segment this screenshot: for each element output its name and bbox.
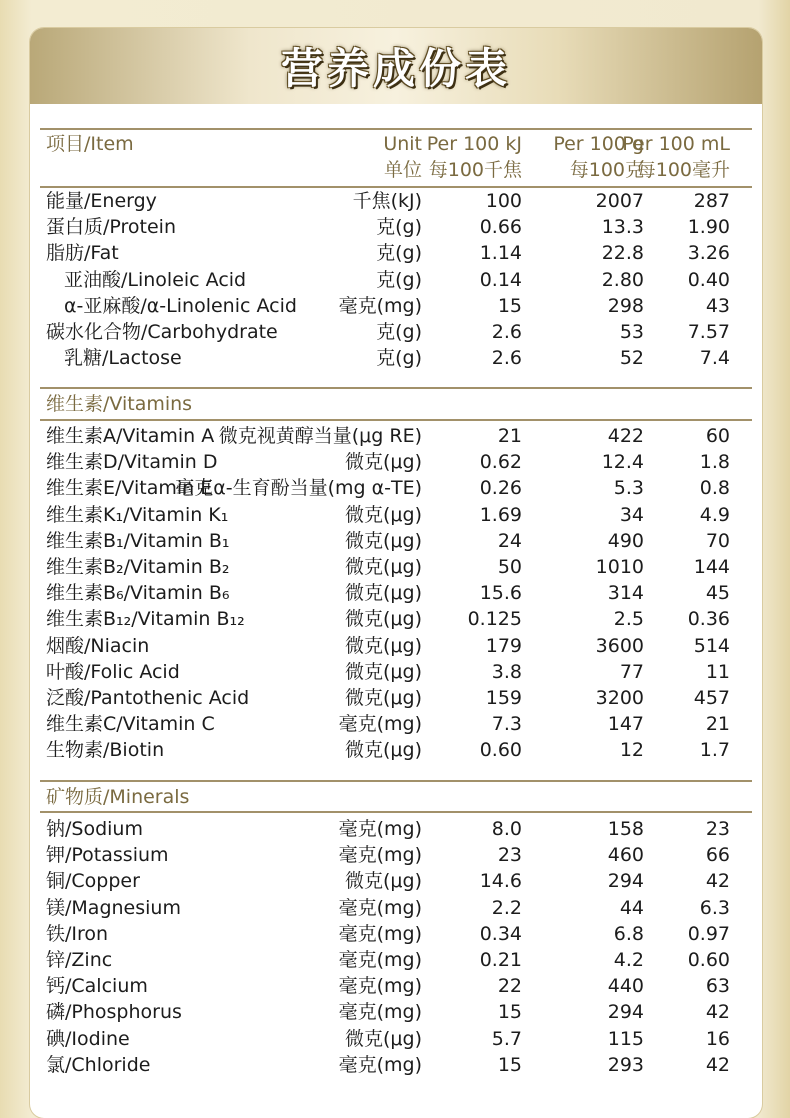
nutrient-name: 亚油酸/Linoleic Acid (64, 268, 247, 291)
value-per-100kj: 5.7 (491, 1027, 522, 1050)
value-per-100g: 294 (607, 1001, 644, 1024)
value-per-100kj: 0.21 (479, 949, 522, 971)
nutrient-name: 泛酸/Pantothenic Acid (46, 687, 250, 709)
table-row (30, 659, 762, 685)
nutrient-unit: 克(g) (376, 321, 422, 343)
nutrient-unit: 千焦(kJ) (352, 190, 422, 212)
value-per-100kj: 23 (497, 844, 522, 867)
table-row (30, 633, 762, 659)
nutrient-name: 维生素B₂/Vitamin B₂ (46, 556, 230, 578)
value-per-100kj: 1.14 (479, 242, 522, 265)
header-ml-cn: 每100毫升 (636, 159, 730, 181)
value-per-100g: 53 (619, 321, 644, 343)
nutrient-unit: 微克(μg) (345, 582, 422, 605)
table-row (30, 999, 762, 1025)
header-unit-en: Unit (383, 133, 422, 155)
divider (40, 387, 752, 389)
header-kj-cn: 每100千焦 (428, 159, 522, 181)
nutrient-name: 烟酸/Niacin (46, 634, 150, 657)
table-row (30, 973, 762, 999)
value-per-100kj: 0.66 (479, 216, 522, 239)
value-per-100ml: 0.97 (687, 922, 730, 945)
nutrient-unit: 毫克(mg) (338, 844, 422, 867)
table-row (30, 188, 762, 214)
value-per-100g: 12 (619, 739, 644, 762)
nutrient-unit: 毫克(mg) (338, 294, 422, 317)
table-row (30, 240, 762, 266)
divider (40, 780, 752, 782)
value-per-100ml: 144 (693, 556, 730, 578)
value-per-100kj: 179 (485, 634, 522, 657)
value-per-100ml: 23 (705, 818, 730, 840)
value-per-100g: 3200 (595, 687, 644, 709)
value-per-100g: 294 (607, 870, 644, 893)
value-per-100kj: 22 (497, 975, 522, 998)
nutrient-name: 锌/Zinc (46, 949, 113, 971)
table-row (30, 528, 762, 554)
value-per-100g: 1010 (595, 556, 644, 578)
value-per-100g: 293 (607, 1053, 644, 1076)
table-row (30, 842, 762, 868)
value-per-100ml: 60 (705, 425, 730, 447)
value-per-100kj: 0.125 (467, 608, 522, 631)
nutrient-unit: 微克(μg) (345, 634, 422, 657)
value-per-100g: 115 (607, 1027, 644, 1050)
nutrient-unit: 微克(μg) (345, 608, 422, 631)
value-per-100g: 52 (619, 347, 644, 370)
nutrient-name: 叶酸/Folic Acid (46, 660, 180, 683)
value-per-100ml: 42 (705, 870, 730, 893)
table-row (30, 711, 762, 737)
nutrient-unit: 毫克(mg) (338, 896, 422, 919)
value-per-100g: 314 (607, 582, 644, 605)
table-row (30, 502, 762, 528)
value-per-100ml: 3.26 (687, 242, 730, 265)
table-row (30, 423, 762, 449)
value-per-100ml: 4.9 (699, 503, 730, 526)
value-per-100ml: 70 (705, 529, 730, 552)
value-per-100g: 4.2 (613, 949, 644, 971)
nutrient-unit: 微克视黄醇当量(μg RE) (218, 425, 422, 447)
nutrient-name: 维生素B₁₂/Vitamin B₁₂ (46, 608, 245, 631)
value-per-100kj: 21 (497, 425, 522, 447)
value-per-100kj: 0.14 (479, 268, 522, 291)
nutrient-name: 磷/Phosphorus (46, 1001, 182, 1024)
nutrient-unit: 毫克(mg) (338, 922, 422, 945)
value-per-100kj: 100 (485, 190, 522, 212)
nutrient-unit: 微克(μg) (345, 660, 422, 683)
table-row (30, 554, 762, 580)
nutrient-unit: 微克(μg) (345, 503, 422, 526)
value-per-100ml: 7.57 (687, 321, 730, 343)
table-row (30, 921, 762, 947)
nutrient-name: 铁/Iron (46, 922, 109, 945)
nutrient-unit: 毫克(mg) (338, 1053, 422, 1076)
nutrient-name: 碳水化合物/Carbohydrate (46, 321, 278, 343)
nutrient-unit: 微克(μg) (345, 870, 422, 893)
nutrient-unit: 克(g) (376, 242, 422, 265)
table-row (30, 1052, 762, 1078)
nutrient-name: 维生素A/Vitamin A (46, 425, 215, 447)
nutrition-panel (30, 28, 762, 1118)
value-per-100g: 158 (607, 818, 644, 840)
value-per-100ml: 42 (705, 1053, 730, 1076)
value-per-100ml: 514 (693, 634, 730, 657)
nutrient-unit: 毫克(mg) (338, 975, 422, 998)
value-per-100g: 13.3 (601, 216, 644, 239)
value-per-100ml: 0.8 (699, 477, 730, 500)
value-per-100g: 5.3 (613, 477, 644, 500)
value-per-100ml: 0.36 (687, 608, 730, 631)
value-per-100g: 2.80 (601, 268, 644, 291)
value-per-100kj: 50 (497, 556, 522, 578)
value-per-100ml: 6.3 (699, 896, 730, 919)
nutrient-unit: 毫克(mg) (338, 949, 422, 971)
value-per-100ml: 287 (693, 190, 730, 212)
value-per-100ml: 457 (693, 687, 730, 709)
nutrient-unit: 微克(μg) (345, 687, 422, 709)
table-row (30, 449, 762, 475)
header-unit-cn: 单位 (383, 159, 422, 181)
value-per-100ml: 21 (705, 713, 730, 736)
section-vitamins: 维生素/Vitamins (46, 393, 193, 415)
value-per-100ml: 1.7 (699, 739, 730, 762)
nutrient-unit: 毫克(mg) (338, 713, 422, 736)
value-per-100g: 2007 (595, 190, 644, 212)
value-per-100kj: 8.0 (491, 818, 522, 840)
nutrient-name: 维生素B₁/Vitamin B₁ (46, 529, 230, 552)
value-per-100kj: 14.6 (479, 870, 522, 893)
table-row (30, 737, 762, 763)
nutrient-name: 维生素B₆/Vitamin B₆ (46, 582, 230, 605)
value-per-100ml: 45 (705, 582, 730, 605)
nutrient-name: 氯/Chloride (46, 1053, 151, 1076)
nutrient-name: 能量/Energy (46, 190, 157, 212)
value-per-100kj: 159 (485, 687, 522, 709)
nutrient-name: 维生素D/Vitamin D (46, 451, 218, 474)
nutrient-name: 钠/Sodium (46, 818, 143, 840)
value-per-100kj: 0.62 (479, 451, 522, 474)
nutrient-name: 镁/Magnesium (46, 896, 181, 919)
value-per-100g: 34 (619, 503, 644, 526)
nutrient-name: 生物素/Biotin (46, 739, 165, 762)
divider (40, 811, 752, 813)
value-per-100g: 460 (607, 844, 644, 867)
header-g-en: Per 100 g (553, 133, 644, 155)
table-row (30, 267, 762, 293)
title-banner (30, 28, 762, 104)
value-per-100ml: 16 (705, 1027, 730, 1050)
nutrient-name: 钙/Calcium (46, 975, 148, 998)
value-per-100g: 2.5 (613, 608, 644, 631)
nutrient-unit: 毫克(mg) (338, 1001, 422, 1024)
nutrient-unit: 微克(μg) (345, 1027, 422, 1050)
value-per-100g: 3600 (595, 634, 644, 657)
value-per-100kj: 0.34 (479, 922, 522, 945)
value-per-100kj: 0.26 (479, 477, 522, 500)
table-row (30, 1026, 762, 1052)
value-per-100g: 147 (607, 713, 644, 736)
nutrient-unit: 克(g) (376, 347, 422, 370)
value-per-100kj: 2.2 (491, 896, 522, 919)
table-row (30, 475, 762, 501)
nutrient-unit: 微克(μg) (345, 556, 422, 578)
value-per-100kj: 2.6 (491, 321, 522, 343)
table-row (30, 685, 762, 711)
nutrient-name: α-亚麻酸/α-Linolenic Acid (64, 294, 297, 317)
nutrient-name: 乳糖/Lactose (64, 347, 182, 370)
nutrient-name: 铜/Copper (46, 870, 140, 893)
value-per-100kj: 7.3 (491, 713, 522, 736)
header-g-cn: 每100克 (569, 159, 644, 181)
nutrient-unit: 克(g) (376, 216, 422, 239)
table-row (30, 895, 762, 921)
nutrient-name: 维生素K₁/Vitamin K₁ (46, 503, 229, 526)
value-per-100ml: 66 (705, 844, 730, 867)
value-per-100kj: 24 (497, 529, 522, 552)
value-per-100g: 12.4 (601, 451, 644, 474)
header-ml-en: Per 100 mL (622, 133, 730, 155)
value-per-100g: 77 (619, 660, 644, 683)
header-item: 项目/Item (46, 133, 134, 155)
value-per-100kj: 3.8 (491, 660, 522, 683)
nutrient-unit: 微克(μg) (345, 739, 422, 762)
table-row (30, 606, 762, 632)
value-per-100kj: 2.6 (491, 347, 522, 370)
value-per-100ml: 42 (705, 1001, 730, 1024)
table-row (30, 293, 762, 319)
value-per-100ml: 1.8 (699, 451, 730, 474)
nutrient-unit: 毫克α-生育酚当量(mg α-TE) (175, 477, 422, 500)
value-per-100ml: 7.4 (699, 347, 730, 370)
value-per-100ml: 43 (705, 294, 730, 317)
value-per-100g: 6.8 (613, 922, 644, 945)
value-per-100ml: 11 (705, 660, 730, 683)
table-row (30, 214, 762, 240)
nutrient-unit: 微克(μg) (345, 529, 422, 552)
value-per-100kj: 15 (497, 1001, 522, 1024)
value-per-100ml: 0.60 (687, 949, 730, 971)
nutrient-name: 蛋白质/Protein (46, 216, 177, 239)
divider (40, 419, 752, 421)
value-per-100g: 22.8 (601, 242, 644, 265)
table-row (30, 319, 762, 345)
value-per-100ml: 63 (705, 975, 730, 998)
value-per-100ml: 1.90 (687, 216, 730, 239)
nutrient-name: 维生素C/Vitamin C (46, 713, 215, 736)
table-row (30, 947, 762, 973)
nutrient-name: 脂肪/Fat (46, 242, 119, 265)
page-title: 营养成份表 (280, 44, 511, 93)
value-per-100ml: 0.40 (687, 268, 730, 291)
value-per-100g: 298 (607, 294, 644, 317)
table-row (30, 816, 762, 842)
nutrient-unit: 克(g) (376, 268, 422, 291)
value-per-100kj: 1.69 (479, 503, 522, 526)
value-per-100g: 490 (607, 529, 644, 552)
section-minerals: 矿物质/Minerals (46, 786, 190, 808)
nutrient-unit: 毫克(mg) (338, 818, 422, 840)
nutrient-name: 碘/Iodine (46, 1027, 130, 1050)
table-row (30, 868, 762, 894)
divider (40, 128, 752, 130)
nutrient-name: 钾/Potassium (46, 844, 169, 867)
nutrient-unit: 微克(μg) (345, 451, 422, 474)
value-per-100kj: 15.6 (479, 582, 522, 605)
value-per-100kj: 15 (497, 294, 522, 317)
header-kj-en: Per 100 kJ (426, 133, 522, 155)
nutrient-name: 维生素E/Vitamin E (46, 477, 213, 500)
table-row (30, 345, 762, 371)
value-per-100kj: 15 (497, 1053, 522, 1076)
value-per-100g: 422 (607, 425, 644, 447)
table-row (30, 580, 762, 606)
value-per-100g: 440 (607, 975, 644, 998)
value-per-100kj: 0.60 (479, 739, 522, 762)
value-per-100g: 44 (619, 896, 644, 919)
